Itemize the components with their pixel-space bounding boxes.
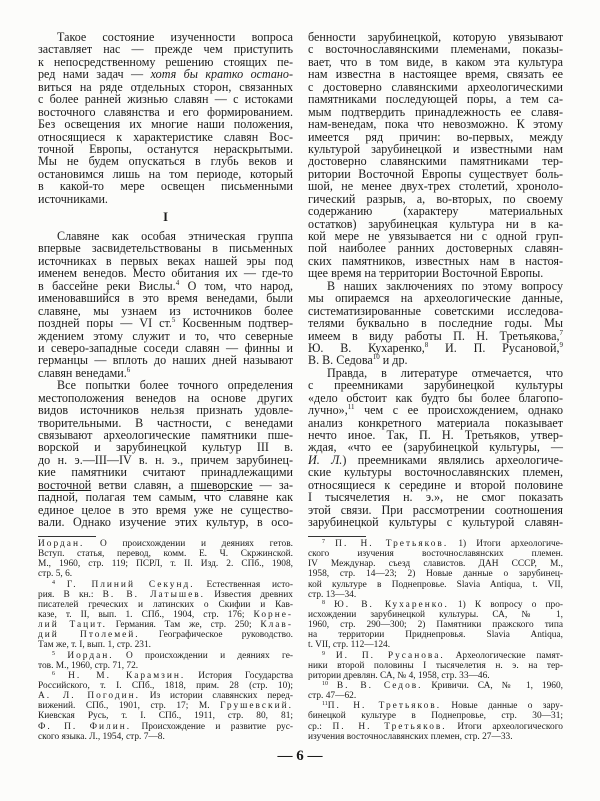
text-run: — за- (252, 477, 293, 492)
text-run: Российского, т. I. СПб., 1818, прим. 28 (стр. 10); (38, 680, 293, 691)
footnote (38, 651, 293, 671)
text-run: имеется ряд причин: во-первых, между (308, 129, 563, 144)
text-line (38, 559, 293, 569)
text-column-right (308, 31, 563, 529)
text-run (325, 651, 336, 661)
text-run: Археологические памят- (444, 650, 564, 661)
text-run: с более ранней жизнью славян — с истоками (38, 92, 293, 107)
text-run: Без освещения их многие наши положения, (38, 117, 293, 132)
text-run: кой мере не увязывается ни с одной груп- (308, 229, 563, 243)
text-line (38, 580, 293, 590)
text-run: Естественная исто- (194, 579, 293, 590)
text-run: остатков) зарубинецкая культура ни в ка- (308, 216, 563, 231)
section-heading: I (163, 210, 168, 225)
footnote-separator-right (308, 536, 366, 537)
text-line (38, 600, 293, 610)
text-line (308, 711, 563, 721)
text-run: пой наиболее ранних достоверных славян- (308, 241, 563, 256)
text-run: нам известна в настоящее время, связать ее (308, 67, 563, 82)
text-run: лучно», (308, 403, 348, 418)
text-run: ср.: (308, 721, 333, 732)
text-run: систематизированные советскими исследова- (308, 303, 563, 318)
text-run (325, 600, 334, 610)
text-run: бенности зарубинецкой, которую увязывают (308, 30, 563, 44)
text-run: Мы не будем опускаться в глубь веков и (38, 154, 293, 169)
footnote (308, 651, 563, 681)
text-line (308, 691, 563, 701)
text-run: восточного славянства и его формированием. (38, 104, 293, 119)
text-run: Происхождение и развитие рус- (131, 721, 293, 732)
footnote (308, 539, 563, 600)
text-run: ского изучения восточнославянских племен. (308, 549, 563, 560)
text-run: вижений. СПб., 1901, стр. 17; М. (38, 701, 221, 712)
text-run: культурой зарубинецкой и известными нам (308, 141, 563, 156)
text-run: Косвенным подтвер- (175, 316, 294, 331)
text-run: на территории Приднепровья. Slavia Antiqua, (308, 630, 563, 641)
paragraph (38, 31, 293, 205)
footnote-ref: 11 (347, 403, 355, 412)
text-run: тов. М., 1960, стр. 71, 72. (38, 660, 139, 671)
text-run: Германия. Там же, стр. 250; (106, 620, 261, 631)
text-run: кой культуре в Поднепровье. Slavia Antiqua, t. VII, (308, 579, 563, 590)
text-run: достоверно славянскими памятниками тер- (308, 154, 563, 169)
text-run: Географическое руководство. (139, 630, 294, 641)
author-name: Ю. В. Кухаренко. (334, 599, 449, 610)
text-line (38, 711, 293, 721)
text-line (308, 701, 563, 711)
paragraph (308, 31, 563, 280)
author-name: дий Птолемей. (38, 630, 140, 641)
text-line (308, 580, 563, 590)
paragraph (308, 280, 563, 367)
text-line (308, 610, 563, 620)
text-run: изучения восточнославянских племен, стр. 27—33. (308, 731, 513, 742)
text-run: И. П. Русановой, (428, 340, 560, 355)
text-run: Ю. В. Кухаренко, (308, 340, 425, 355)
text-run: мым подтвердить принадлежность ее славя- (308, 104, 563, 119)
text-line (308, 681, 563, 691)
text-run: именовавшийся в это время венедами, были (38, 291, 293, 306)
text-line (38, 630, 293, 640)
text-run: 1) Итоги археологиче- (448, 539, 564, 549)
author-name: Иордан. (67, 650, 114, 661)
author-name: Корне- (253, 609, 293, 620)
text-line (308, 569, 563, 579)
text-run: и др. (379, 353, 408, 368)
author-name: Иордан. (38, 539, 85, 549)
footnote (38, 539, 293, 580)
text-run: в какой-то мере освещен письменными (38, 179, 293, 194)
footnote-ref: 10 (322, 680, 328, 687)
text-run: О том, что народ, (179, 278, 294, 293)
text-line (308, 559, 563, 569)
text-line (38, 516, 293, 528)
footnote (38, 580, 293, 651)
text-line (308, 516, 563, 528)
text-line (38, 671, 293, 681)
text-line (308, 590, 563, 600)
text-run: анализ конкретного материала показывает (308, 415, 563, 430)
text-line (38, 691, 293, 701)
footnote-separator-left (38, 536, 96, 537)
text-run: щее время на территории Восточной Европы. (308, 266, 544, 281)
text-line (308, 732, 563, 742)
paragraph (38, 230, 293, 379)
text-line (308, 722, 563, 732)
text-run: относящиеся к середине и второй половине (308, 477, 563, 492)
text-run: Славяне как особая этническая группа (57, 229, 293, 244)
footnote-ref: 4 (175, 278, 180, 287)
author-name: П. Н. Третьяков. (335, 539, 449, 549)
text-run: к непосредственному решению стоящих пе- (38, 54, 293, 69)
text-run: История Государства (185, 670, 293, 681)
author-name: В. В. Седов. (336, 680, 423, 691)
text-run: чем с ее происхождением, однако (354, 403, 563, 418)
text-run: Новые данные о зару- (441, 701, 563, 712)
text-run: источниками. (38, 191, 108, 206)
text-line (308, 640, 563, 650)
text-run: с достоверно славянскими археологическими (308, 79, 563, 94)
text-run: ники второй половины I тысячелетия н. э. на тер- (308, 660, 563, 671)
text-run: зарубинецкой культуры с культурой славян- (308, 515, 563, 530)
text-run: памятниками последующей поры, а тем са- (308, 92, 563, 107)
text-line (308, 630, 563, 640)
footnote-ref: 6 (126, 365, 131, 374)
emphasis-run: хотя бы кратко остано- (150, 67, 293, 82)
text-run: казе, т. II, вып. 1. СПб., 1904, стр. 176; (38, 609, 254, 620)
text-run: ждая, «что ее (зарубинецкой культуры, — (308, 440, 563, 455)
text-run: 1) К вопросу о про- (448, 599, 564, 610)
text-run: ) преемниками являлись археологиче- (342, 452, 563, 467)
paragraph (308, 367, 563, 529)
footnote-ref: 7 (559, 328, 563, 337)
text-run: падной, полагая тем самым, что славяне как (38, 490, 293, 505)
text-run (325, 539, 335, 549)
text-line (38, 620, 293, 630)
text-run: рия. В кн.: (38, 589, 103, 600)
text-run: ждением этому служит и то, что северные (38, 328, 293, 343)
text-run: «дело обстоит как будто бы более благопо- (308, 390, 563, 405)
text-run: исхождении зарубинецкой культуры. СА, № 1, (308, 609, 563, 620)
text-run: Кривичи. СА, № 1, 1960, (422, 680, 564, 691)
text-line (308, 671, 563, 681)
text-run: впервые засвидетельствованы в письменных (38, 241, 293, 256)
footnote-ref: 6 (52, 670, 55, 677)
text-column-left (38, 31, 293, 529)
text-run: творительными. В частности, с венедами (38, 415, 293, 430)
author-name: П. Н. Третьяков. (332, 721, 447, 732)
text-run: стр. 5, 6. (38, 569, 73, 580)
author-name: И. П. Русанова. (335, 650, 445, 661)
author-name: Н. М. Карамзин. (68, 670, 186, 681)
text-run: вает, что в том виде, в каком эта культура (308, 54, 563, 69)
text-run: кие памятники считают принадлежащими (38, 465, 293, 480)
footnote-ref: 5 (171, 316, 176, 325)
emphasis-run: пшеворские (190, 477, 253, 492)
text-run (55, 671, 68, 681)
text-run: до н. э.—III—IV в. н. э., причем зарубинец- (38, 452, 293, 467)
text-line (38, 640, 293, 650)
text-run: в бассейне реки Вислы. (38, 278, 176, 293)
text-run: Правда, в литературе отмечается, что (327, 365, 563, 380)
text-line (38, 722, 293, 732)
text-run: телями буквально в последние годы. Мы (308, 316, 563, 331)
text-line (38, 651, 293, 661)
footnote-ref: 9 (322, 650, 325, 657)
text-line (38, 732, 293, 742)
text-run: В. В. Седова (308, 353, 373, 368)
text-line (38, 549, 293, 559)
text-run: вали. Однако изучение этих культур, в осо- (38, 515, 293, 530)
footnotes-left (38, 539, 293, 742)
text-run: ритории древлян. СА, № 4, 1958, стр. 33—46. (308, 670, 490, 681)
text-line (38, 539, 293, 549)
text-run: мы опираемся на археологические данные, (308, 291, 563, 306)
text-run: IV Междунар. съезд славистов. ДАН СССР, М., (308, 559, 563, 570)
text-line (38, 610, 293, 620)
text-run: с восточнославянскими племенами, показы- (308, 42, 563, 57)
text-run: Известия древних (205, 589, 293, 600)
text-run: содержанию (характеру материальных (308, 204, 563, 219)
author-name: А. Л. Погодин. (38, 691, 141, 702)
text-run: Такое состояние изученности вопроса (57, 30, 293, 44)
footnote-ref: 8 (322, 599, 325, 606)
text-run: связывают археологические памятники пше- (38, 428, 293, 443)
text-run: славян венедами. (38, 365, 127, 380)
text-run: О происхождении и деяниях гетов. (84, 539, 293, 549)
emphasis-run: восточной (38, 477, 92, 492)
author-name: Клав- (260, 620, 293, 631)
text-run: относящиеся к характеристике славян Вос- (38, 129, 293, 144)
footnote-ref: 10 (372, 353, 380, 362)
author-name: В. В. Латышев. (102, 589, 206, 600)
text-run: ворской и зарубинецкой культур III в. (38, 440, 293, 455)
footnote-ref: 9 (559, 340, 563, 349)
text-line (308, 651, 563, 661)
text-run: Итоги археологического (446, 721, 563, 732)
footnote-ref: 4 (52, 579, 55, 586)
text-run: Там же, т. I, вып. 1, стр. 231. (38, 640, 151, 651)
text-run (328, 681, 337, 691)
text-run: видов источников нельзя признать удовле- (38, 403, 293, 418)
text-run: писателей греческих и латинских о Скифии и Кав- (38, 599, 293, 610)
text-line (38, 590, 293, 600)
page-number: — 6 — (277, 748, 323, 764)
text-run: ские культуры восточнославянских племен, (308, 465, 563, 480)
text-line (308, 661, 563, 671)
emphasis-run: И. Л. (308, 452, 343, 467)
author-name: Г. Плиний Секунд. (66, 579, 195, 590)
text-run: источниках в первых веках нашей эры под (38, 253, 293, 268)
text-run: нам-венедам, пока что невозможно. К этому (308, 117, 563, 132)
text-run (55, 651, 67, 661)
text-run: славяне, мы узнаем из источников более (38, 303, 293, 318)
text-run: местоположения венедов на основе других (38, 390, 293, 405)
text-run: единое целое в это время уже не существо- (38, 502, 293, 517)
text-line (308, 549, 563, 559)
text-run: 1958, стр. 14—23; 2) Новые данные о зарубинец- (308, 569, 563, 580)
text-line (308, 620, 563, 630)
footnote (38, 671, 293, 742)
text-line (38, 661, 293, 671)
text-line (308, 539, 563, 549)
text-line (38, 193, 293, 205)
text-run: В наших заключениях по этому вопросу (327, 278, 563, 293)
text-run: имеем в виду работы П. Н. Третьякова, (308, 328, 560, 343)
text-line (38, 701, 293, 711)
text-run: именем венедов. Место обитания их — где-то (38, 266, 293, 281)
text-line (38, 681, 293, 691)
text-run: ских памятников, известных нам в настоя- (308, 253, 563, 268)
text-run: этой связи. При рассмотрении соотношения (308, 502, 563, 517)
text-run (55, 580, 67, 590)
paragraph (38, 379, 293, 528)
author-name: П. Н. Третьяков. (327, 701, 442, 712)
footnote (308, 701, 563, 742)
text-run: Из истории славянских перед- (140, 691, 294, 702)
author-name: Ф. П. Филин. (38, 721, 132, 732)
footnote (308, 600, 563, 651)
text-line (308, 600, 563, 610)
text-run: Вступ. статья, перевод, комм. Е. Ч. Скржинской. (38, 549, 293, 560)
footnotes-right (308, 539, 563, 742)
text-run: ветви славян, а (91, 477, 191, 492)
text-run: гический разрыв, а, во-вторых, по своему (308, 191, 563, 206)
text-run: германцы — вплоть до наших дней называют (38, 353, 293, 368)
text-run: ского языка. Л., 1954, стр. 7—8. (38, 731, 165, 742)
text-run: остановимся лишь на том периоде, который (38, 166, 293, 181)
text-run: t. VII, стр. 112—124. (308, 640, 391, 651)
text-run: ритории Восточной Европы существует боль- (308, 166, 563, 181)
text-run: ред нами задач — (38, 67, 151, 82)
text-run: 1960, стр. 290—300; 2) Памятники пражского типа (308, 620, 563, 631)
text-run: бинецкой культуре в Поднепровье, стр. 30—31; (308, 711, 563, 722)
footnote-ref: 5 (52, 650, 55, 657)
footnote-ref: 11 (322, 701, 328, 708)
text-run: стр. 47—62. (308, 691, 357, 702)
text-run: заставляет нас — прежде чем приступить (38, 42, 293, 57)
text-run: и северо-западные соседи славян — финны и (38, 340, 293, 355)
text-run: с преемниками зарубинецкой культуры (308, 378, 563, 393)
author-name: Грушевский. (220, 701, 293, 712)
text-run: I тысячелетия н. э.», не смог показать (308, 490, 563, 505)
text-run: стр. 13—34. (308, 589, 357, 600)
footnote-ref: 7 (322, 539, 325, 545)
text-run: нечто иное. Так, П. Н. Третьяков, утвер- (308, 428, 563, 442)
text-run: шой, не менее двух-трех столетий, хроноло- (308, 179, 563, 194)
footnote (308, 681, 563, 701)
text-run: О происхождении и деяниях ге- (113, 650, 294, 661)
text-line (38, 569, 293, 579)
text-run: Все попытки более точного определения (57, 378, 293, 393)
footnote-ref: 8 (424, 340, 429, 349)
text-run: точной Европы, останутся нераскрытыми. (38, 141, 293, 156)
text-run: М., 1960, стр. 119; ПСРЛ, т. II. Изд. 2. СПб., 1908, (38, 559, 293, 570)
text-run: поздней поры — VI ст. (38, 316, 172, 331)
text-run: Киевская Русь, т. I. СПб., 1911, стр. 80, 81; (38, 711, 293, 722)
author-name: лий Тацит. (38, 620, 107, 631)
text-run: виться на ряде отдельных сторон, связанных (38, 79, 293, 94)
